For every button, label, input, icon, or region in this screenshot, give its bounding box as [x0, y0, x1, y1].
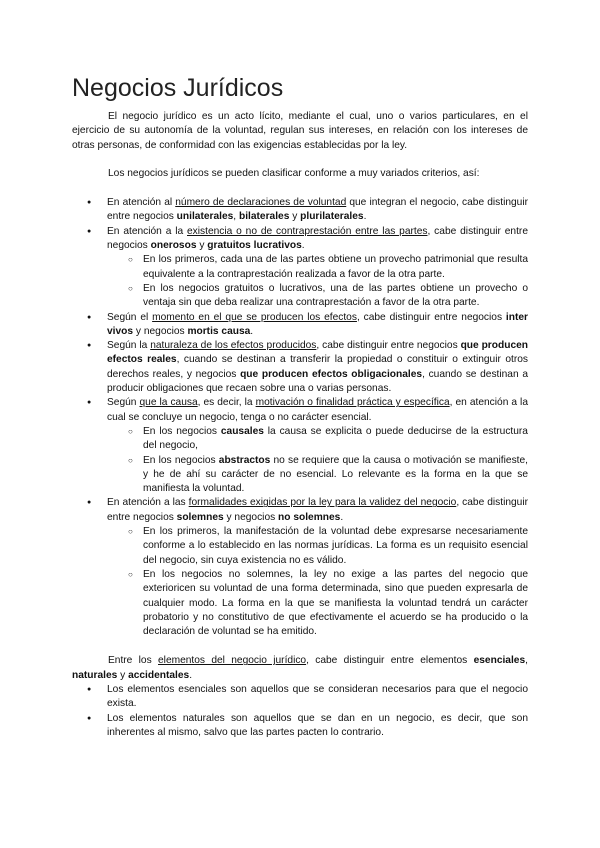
- sublist-item: ○ En los negocios abstractos no se requiere que la causa o motivación se manifieste, y he de ahí su carácter de no esencial. Lo relevante es la forma en la que se manifiesta la voluntad.: [107, 454, 528, 497]
- classification-list: [72, 196, 528, 639]
- elements-paragraph: Entre los elementos del negocio jurídico, cabe distinguir entre elementos esenciales, naturales y accidentales.: [72, 655, 528, 681]
- list-item: ● Los elementos esenciales son aquellos que se consideran necesarios para que el negocio exista.: [72, 683, 528, 712]
- link-contraprestacion[interactable]: existencia o no de contraprestación entre las partes: [187, 225, 428, 237]
- link-elementos[interactable]: elementos del negocio jurídico: [158, 655, 307, 667]
- list-item: ● Los elementos naturales son aquellos que se dan en un negocio, es decir, que son inherentes al mismo, salvo que las partes pacten lo contrario.: [72, 712, 528, 741]
- list-item-causa: ● Según que la causa, es decir, la motivación o finalidad práctica y específica, en atención a la cual se concluye un negocio, tenga o no carácter esencial. ○ En los negocios causales la causa se explicita o puede deducirse de la estructura del negocio, ○ En los negocios abstractos no se requiere que la causa o motivación se manifieste, y he de ahí su carácter de no esencial. Lo relevante es la forma en la que se manifiesta la voluntad.: [72, 396, 528, 496]
- page-title: Negocios Jurídicos: [72, 74, 284, 102]
- sublist-item: ○ En los primeros, cada una de las partes obtiene un provecho patrimonial que resulta equivalente a la contraprestación realizada a favor de la otra parte.: [107, 253, 528, 282]
- elements-list: [72, 683, 528, 740]
- classify-intro: Los negocios jurídicos se pueden clasificar conforme a muy variados criterios, así:: [108, 167, 480, 179]
- list-item-contraprestacion: ● En atención a la existencia o no de contraprestación entre las partes, cabe distinguir entre negocios onerosos y gratuitos lucrativos. ○ En los primeros, cada una de las partes obtiene un provecho patrimonial que resulta equivalente a la contraprestación realizada a favor de la otra parte. ○ En los negocios gratuitos o lucrativos, una de las partes obtiene un provecho o ventaja sin que deba realizar una contraprestación a favor de la otra parte.: [72, 225, 528, 311]
- sublist-item: ○ En los negocios gratuitos o lucrativos, una de las partes obtiene un provecho o ventaja sin que deba realizar una contraprestación a favor de la otra parte.: [107, 282, 528, 311]
- link-que-la-causa[interactable]: que la causa: [139, 397, 198, 409]
- sublist-item: ○ En los negocios no solemnes, la ley no exige a las partes del negocio que exterioricen su voluntad de una forma determinada, sino que pueden expresarla de cualquier modo. La forma en la que se manifiesta la voluntad tendrá un carácter probatorio y no constitutivo de que efectivamente el acuerdo se ha producido o la declaración de voluntad se ha emitido.: [107, 568, 528, 639]
- list-item-formalidades: ● En atención a las formalidades exigidas por la ley para la validez del negocio, cabe distinguir entre negocios solemnes y negocios no solemnes. ○ En los primeros, la manifestación de la voluntad debe expresarse necesariamente conforme a lo establecido en las normas jurídicas. La forma es un requisito esencial del negocio, sin cuya existencia no es válido. ○ En los negocios no solemnes, la ley no exige a las partes del negocio que exterioricen su voluntad de una forma determinada, sino que pueden expresarla de cualquier modo. La forma en la que se manifiesta la voluntad tendrá un carácter probatorio y no constitutivo de que efectivamente el acuerdo se ha producido o la declaración de voluntad se ha emitido.: [72, 496, 528, 639]
- sublist-item: ○ En los negocios causales la causa se explicita o puede deducirse de la estructura del negocio,: [107, 425, 528, 454]
- list-item-momento-efectos: ● Según el momento en el que se producen los efectos, cabe distinguir entre negocios inter vivos y negocios mortis causa.: [72, 311, 528, 340]
- intro-paragraph: El negocio jurídico es un acto lícito, mediante el cual, uno o varios particulares, en el ejercicio de su autonomía de la voluntad, regulan sus intereses, en relación con los intereses de otras personas, de conformidad con las exigencias establecidas por la ley.: [72, 111, 528, 151]
- sublist-item: ○ En los primeros, la manifestación de la voluntad debe expresarse necesariamente conforme a lo establecido en las normas jurídicas. La forma es un requisito esencial del negocio, sin cuya existencia no es válido.: [107, 525, 528, 568]
- list-item-declaraciones: ● En atención al número de declaraciones de voluntad que integran el negocio, cabe distinguir entre negocios unilaterales, bilaterales y plurilaterales.: [72, 196, 528, 225]
- list-item-naturaleza-efectos: ● Según la naturaleza de los efectos producidos, cabe distinguir entre negocios que producen efectos reales, cuando se destinan a transferir la propiedad o constituir o extinguir otros derechos reales, y negocios que producen efectos obligacionales, cuando se destinan a producir obligaciones que recaen sobre una o varias personas.: [72, 339, 528, 396]
- link-formalidades[interactable]: formalidades exigidas por la ley para la validez del negocio: [188, 497, 457, 509]
- link-numero-declaraciones[interactable]: número de declaraciones de voluntad: [175, 197, 347, 209]
- link-momento-efectos[interactable]: momento en el que se producen los efectos: [152, 311, 357, 323]
- link-naturaleza-efectos[interactable]: naturaleza de los efectos producidos: [150, 340, 317, 352]
- link-motivacion[interactable]: motivación o finalidad práctica y específica: [255, 397, 450, 409]
